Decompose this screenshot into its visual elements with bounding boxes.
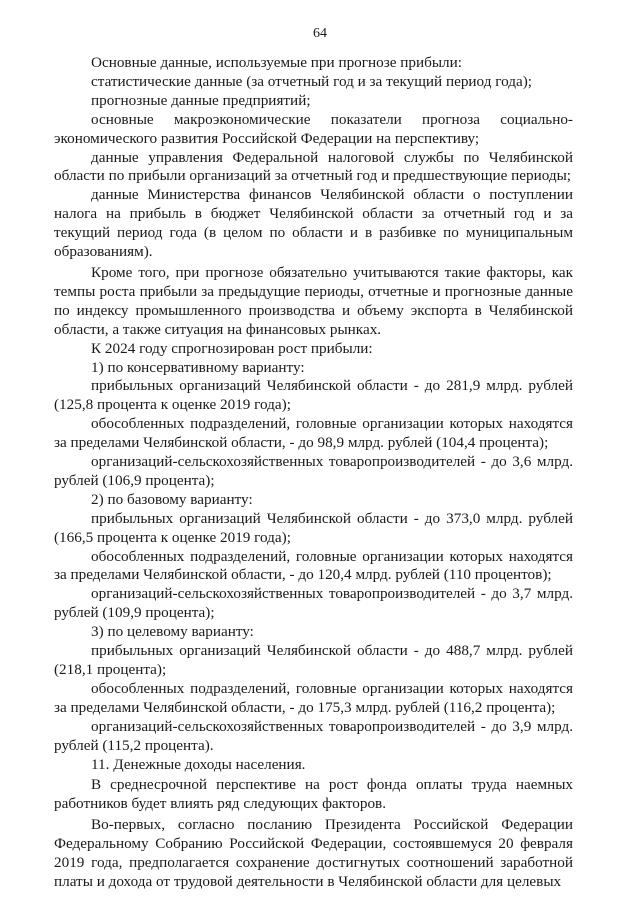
paragraph: обособленных подразделений, головные организации которых находятся за пределами Челябинской области, - до 98,9 млрд. рублей (104,4 процента); bbox=[54, 415, 573, 452]
document-body bbox=[54, 54, 573, 892]
paragraph: Кроме того, при прогнозе обязательно учитываются такие факторы, как темпы роста прибыли за предыдущие периоды, отчетные и прогнозные данные по индексу промышленного производства и объему экспорта в Челябинской области, а также ситуация на финансовых рынках. bbox=[54, 263, 573, 338]
paragraph: статистические данные (за отчетный год и за текущий период года); bbox=[91, 72, 532, 90]
paragraph: Основные данные, используемые при прогнозе прибыли: bbox=[91, 54, 462, 71]
list-item-heading: 2) по базовому варианту: bbox=[91, 490, 253, 508]
paragraph: организаций-сельскохозяйственных товаропроизводителей - до 3,6 млрд. рублей (106,9 процента); bbox=[54, 453, 573, 489]
paragraph: прибыльных организаций Челябинской области - до 373,0 млрд. рублей (166,5 процента к оценке 2019 года); bbox=[54, 509, 573, 546]
paragraph: Во-первых, согласно посланию Президента Российской Федерации Федеральному Собранию Российской Федерации, состоявшемуся 20 февраля 2019 года, предполагается сохранение достигнутых соотношений заработной платы и дохода от трудовой деятельности в Челябинской области для целевых bbox=[54, 816, 573, 890]
paragraph: организаций-сельскохозяйственных товаропроизводителей - до 3,9 млрд. рублей (115,2 процента). bbox=[54, 717, 573, 754]
paragraph: прибыльных организаций Челябинской области - до 488,7 млрд. рублей (218,1 процента); bbox=[54, 642, 573, 678]
paragraph: данные Министерства финансов Челябинской области о поступлении налога на прибыль в бюджет Челябинской области за отчетный год и за текущий период года (в целом по области и в разбивке по муниципальным образованиям). bbox=[54, 186, 573, 261]
page-number: 64 bbox=[313, 26, 327, 41]
paragraph: обособленных подразделений, головные организации которых находятся за пределами Челябинской области, - до 120,4 млрд. рублей (110 процентов); bbox=[54, 547, 573, 584]
section-heading: 11. Денежные доходы населения. bbox=[91, 755, 306, 773]
paragraph: основные макроэкономические показатели прогноза социально-экономического развития Российской Федерации на перспективу; bbox=[54, 110, 573, 147]
list-item-heading: 3) по целевому варианту: bbox=[91, 623, 254, 641]
paragraph: В среднесрочной перспективе на рост фонда оплаты труда наемных работников будет влиять ряд следующих факторов. bbox=[54, 776, 573, 813]
paragraph: К 2024 году спрогнозирован рост прибыли: bbox=[91, 339, 373, 357]
paragraph: данные управления Федеральной налоговой службы по Челябинской области по прибыли организаций за отчетный год и предшествующие периоды; bbox=[54, 148, 573, 185]
paragraph: организаций-сельскохозяйственных товаропроизводителей - до 3,7 млрд. рублей (109,9 процента); bbox=[54, 585, 573, 622]
paragraph: прогнозные данные предприятий; bbox=[91, 91, 311, 109]
list-item-heading: 1) по консервативному варианту: bbox=[91, 358, 305, 376]
paragraph: прибыльных организаций Челябинской области - до 281,9 млрд. рублей (125,8 процента к оценке 2019 года); bbox=[54, 377, 573, 414]
paragraph: обособленных подразделений, головные организации которых находятся за пределами Челябинской области, - до 175,3 млрд. рублей (116,2 процента); bbox=[54, 679, 573, 716]
